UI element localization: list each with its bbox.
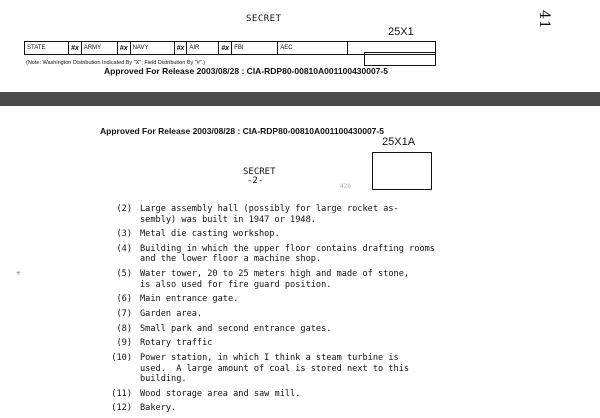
classification-header-top: SECRET: [246, 14, 282, 24]
list-item: [110, 309, 440, 320]
list-item: [110, 294, 440, 305]
routing-cell-army: [82, 42, 118, 54]
distribution-note: (Note: Washington Distribution Indicated By "X"; Field Distribution By "#".): [26, 60, 206, 66]
list-item: [110, 324, 440, 335]
list-item: [110, 204, 440, 225]
item-text: Metal die casting workshop.: [140, 229, 280, 240]
item-number: (9): [116, 338, 132, 349]
item-text: Wood storage area and saw mill.: [140, 388, 301, 399]
item-text: Rotary traffic: [140, 338, 213, 349]
list-item: [110, 338, 440, 349]
list-item: [110, 389, 440, 400]
redaction-box: [372, 152, 432, 190]
list-item: [110, 244, 440, 265]
page-number: -2-: [247, 176, 264, 186]
routing-label: FBI: [234, 45, 244, 51]
page-divider: [0, 92, 600, 106]
previous-page-fragment: [0, 0, 600, 92]
list-item: [110, 229, 440, 240]
ink-smudge: 420: [340, 183, 351, 190]
routing-label: AEC: [280, 45, 293, 51]
item-number: (7): [116, 308, 132, 319]
item-text: Building in which the upper floor contains drafting rooms and the lower floor a machine shop.: [140, 243, 435, 265]
item-number: (6): [116, 294, 132, 305]
item-text: Garden area.: [140, 308, 203, 319]
classification-header: SECRET: [243, 167, 276, 177]
numbered-item-list: [110, 204, 440, 418]
item-number: (3): [116, 229, 132, 240]
routing-label: NAVY: [132, 45, 149, 51]
routing-mark: #x: [219, 42, 232, 54]
release-line-top: Approved For Release 2003/08/28 : CIA-RDP80-00810A001100430007-5: [104, 66, 388, 76]
item-text: Small park and second entrance gates.: [140, 323, 332, 334]
routing-mark: #x: [118, 42, 131, 54]
item-text: Main entrance gate.: [140, 294, 239, 305]
routing-cell-navy: [131, 42, 175, 54]
handwritten-annotation: 41: [536, 10, 552, 30]
routing-label: STATE: [27, 45, 46, 51]
item-number: (4): [116, 243, 132, 254]
routing-mark: #x: [69, 42, 82, 54]
item-text: Water tower, 20 to 25 meters high and made of stone, is also used for fire guard position.: [140, 269, 410, 290]
routing-cell-aec: [278, 42, 348, 54]
list-item: [110, 269, 440, 290]
list-item: [110, 353, 440, 385]
routing-cell-state: [25, 42, 69, 54]
item-number: (11): [111, 388, 132, 399]
item-number: (8): [116, 323, 132, 334]
item-number: (5): [116, 269, 132, 280]
routing-label: AIR: [189, 45, 200, 51]
routing-cell-fbi: [232, 42, 278, 54]
routing-cell-air: [187, 42, 219, 54]
redaction-box-top: [364, 52, 436, 66]
item-number: (2): [116, 204, 132, 214]
item-text: Power station, in which I think a steam turbine is used. A large amount of coal is stored next to this building.: [140, 353, 410, 384]
item-text: Bakery.: [140, 403, 177, 414]
item-number: (10): [111, 353, 132, 363]
routing-label: ARMY: [83, 45, 102, 51]
release-line: Approved For Release 2003/08/28 : CIA-RDP80-00810A001100430007-5: [100, 126, 384, 136]
declassification-stamp: 25X1A: [382, 136, 416, 148]
item-number: (12): [111, 403, 132, 414]
declassification-stamp-top: 25X1: [388, 26, 414, 38]
item-text: Large assembly hall (possibly for large rocket as- sembly) was built in 1947 or 1948.: [140, 204, 399, 225]
scan-speck: ✳: [16, 268, 21, 277]
list-item: [110, 403, 440, 414]
routing-mark: #x: [175, 42, 188, 54]
